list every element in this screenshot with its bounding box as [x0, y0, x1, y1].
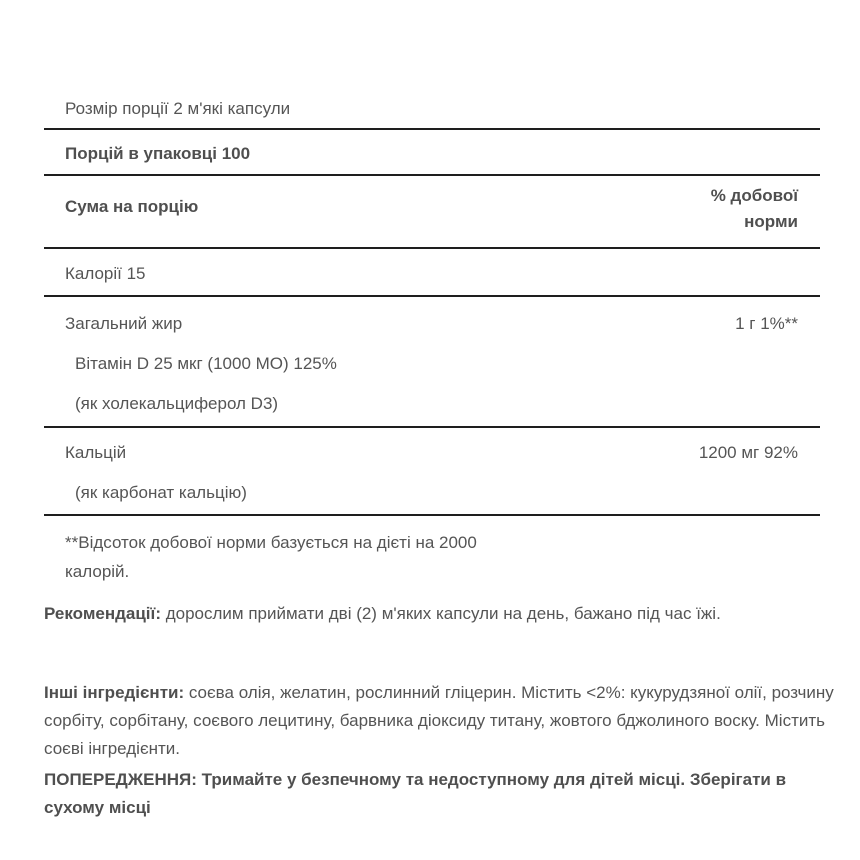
- servings-per-container-text: Порцій в упаковці 100: [65, 144, 251, 163]
- servings-per-container-row: [44, 130, 820, 176]
- calcium-value: 1200 мг 92%: [698, 443, 798, 462]
- serving-size-row: [44, 84, 820, 130]
- recommendations-paragraph: [44, 600, 834, 628]
- daily-value-header-line2: норми: [744, 212, 798, 231]
- daily-value-header-line1: % добової: [710, 186, 798, 205]
- amount-per-serving-header: Сума на порцію: [65, 197, 199, 216]
- total-fat-value: 1 г 1%**: [735, 314, 798, 333]
- footnote-line1: **Відсоток добової норми базується на дієті на 2000: [65, 533, 477, 552]
- calcium-row: [44, 428, 820, 516]
- daily-value-header: [711, 183, 798, 235]
- footnote-line2: калорій.: [65, 562, 130, 581]
- recommendations-label: Рекомендації:: [44, 604, 161, 623]
- other-ingredients-label: Інші інгредієнти:: [44, 683, 185, 702]
- total-fat-row: [44, 297, 820, 428]
- serving-size-text: Розмір порції 2 м'які капсули: [65, 99, 291, 118]
- total-fat-label: Загальний жир: [65, 314, 183, 333]
- other-ingredients-text: соєва олія, желатин, рослинний гліцерин. Містить <2%: кукурудзяної олії, розчину сорбіту, сорбітану, соєвого лецитину, барвника діоксиду титану, жовтого бджолиного воску. Містить соєві інгредієнти.: [44, 683, 834, 758]
- calcium-form-text: (як карбонат кальцію): [75, 483, 247, 502]
- calcium-label: Кальцій: [65, 443, 127, 462]
- recommendations-text: дорослим приймати дві (2) м'яких капсули на день, бажано під час їжі.: [160, 604, 721, 623]
- warning-text: ПОПЕРЕДЖЕННЯ: Тримайте у безпечному та недоступному для дітей місці. Зберігати в сухому місці: [44, 770, 787, 817]
- table-header-row: [44, 176, 820, 249]
- warning-paragraph-cropped: [44, 770, 834, 817]
- calories-text: Калорії 15: [65, 264, 146, 283]
- vitamin-d-form-text: (як холекальциферол D3): [75, 394, 279, 413]
- daily-value-footnote: [65, 528, 585, 586]
- other-ingredients-paragraph: [44, 679, 834, 763]
- supplement-facts-table: [44, 84, 820, 516]
- vitamin-d-text: Вітамін D 25 мкг (1000 МО) 125%: [75, 354, 337, 373]
- calories-row: [44, 249, 820, 297]
